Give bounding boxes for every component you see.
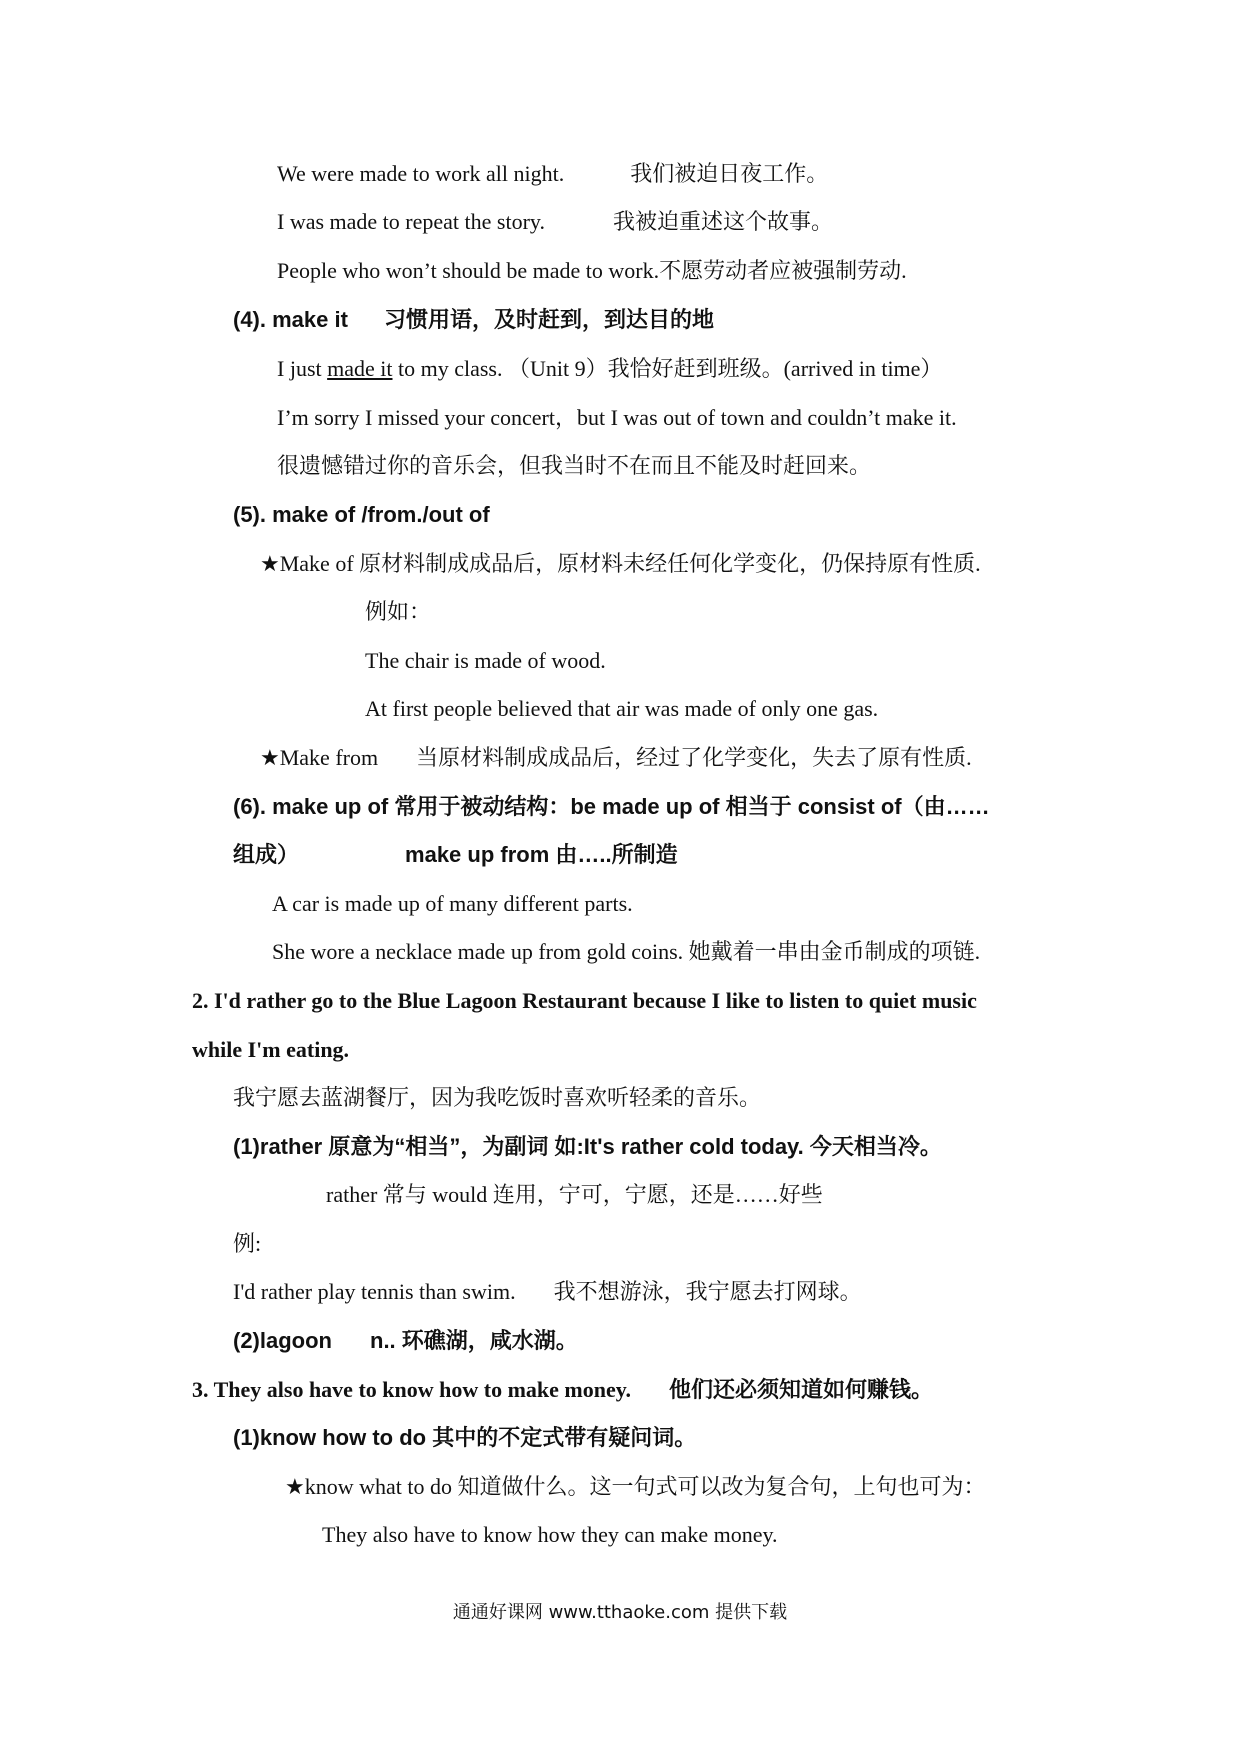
- page-footer: 通通好课网 www.tthaoke.com 提供下载: [452, 1602, 788, 1623]
- subheading-know-how: (1)know how to do 其中的不定式带有疑问词。: [233, 1425, 697, 1450]
- example-line: I just made it to my class. （Unit 9）我恰好赶到班级。(arrived in time）: [277, 356, 943, 381]
- example-line: I was made to repeat the story. 我被迫重述这个故事。: [277, 209, 833, 234]
- example-line: People who won’t should be made to work.不愿劳动者应被强制劳动.: [277, 258, 907, 283]
- example-line: I’m sorry I missed your concert，but I was out of town and couldn’t make it.: [277, 405, 957, 430]
- note-line: 例:: [233, 1231, 262, 1256]
- underlined-phrase: made it: [327, 356, 393, 381]
- section-heading-2-cont: while I'm eating.: [192, 1037, 350, 1062]
- subheading-make-of: (5). make of /from./out of: [233, 502, 490, 527]
- note-line: rather 常与 would 连用，宁可，宁愿，还是……好些: [326, 1182, 823, 1207]
- subheading-make-up-from: 组成） make up from 由…..所制造: [233, 842, 678, 867]
- example-line: We were made to work all night. 我们被迫日夜工作。: [277, 161, 829, 186]
- example-line: At first people believed that air was made of only one gas.: [365, 696, 879, 721]
- example-line: They also have to know how they can make money.: [322, 1522, 778, 1547]
- note-line: ★know what to do 知道做什么。这一句式可以改为复合句，上句也可为：: [285, 1474, 986, 1499]
- note-line: ★Make of 原材料制成成品后，原材料未经任何化学变化，仍保持原有性质.: [260, 551, 981, 576]
- example-line: The chair is made of wood.: [365, 648, 606, 673]
- example-line: She wore a necklace made up from gold coins. 她戴着一串由金币制成的项链.: [272, 939, 981, 964]
- note-line: ★Make from 当原材料制成成品后，经过了化学变化，失去了原有性质.: [260, 745, 972, 770]
- subheading-make-it: (4). make it 习惯用语，及时赶到，到达目的地: [233, 307, 714, 332]
- subheading-lagoon: (2)lagoon n.. 环礁湖，咸水湖。: [233, 1328, 578, 1353]
- translation-line: 我宁愿去蓝湖餐厅，因为我吃饭时喜欢听轻柔的音乐。: [233, 1085, 762, 1110]
- example-line: I'd rather play tennis than swim. 我不想游泳，我宁愿去打网球。: [233, 1279, 862, 1304]
- translation-line: 很遗憾错过你的音乐会，但我当时不在而且不能及时赶回来。: [277, 453, 872, 478]
- section-heading-2: 2. I'd rather go to the Blue Lagoon Restaurant because I like to listen to quiet music: [192, 988, 977, 1013]
- subheading-rather: (1)rather 原意为“相当”，为副词 如:It's rather cold today. 今天相当冷。: [233, 1134, 942, 1159]
- example-line: A car is made up of many different parts.: [272, 891, 633, 916]
- note-line: 例如：: [365, 599, 432, 624]
- section-heading-3: 3. They also have to know how to make money. 他们还必须知道如何赚钱。: [192, 1377, 934, 1402]
- subheading-make-up-of: (6). make up of 常用于被动结构：be made up of 相当于 consist of（由……: [233, 794, 990, 819]
